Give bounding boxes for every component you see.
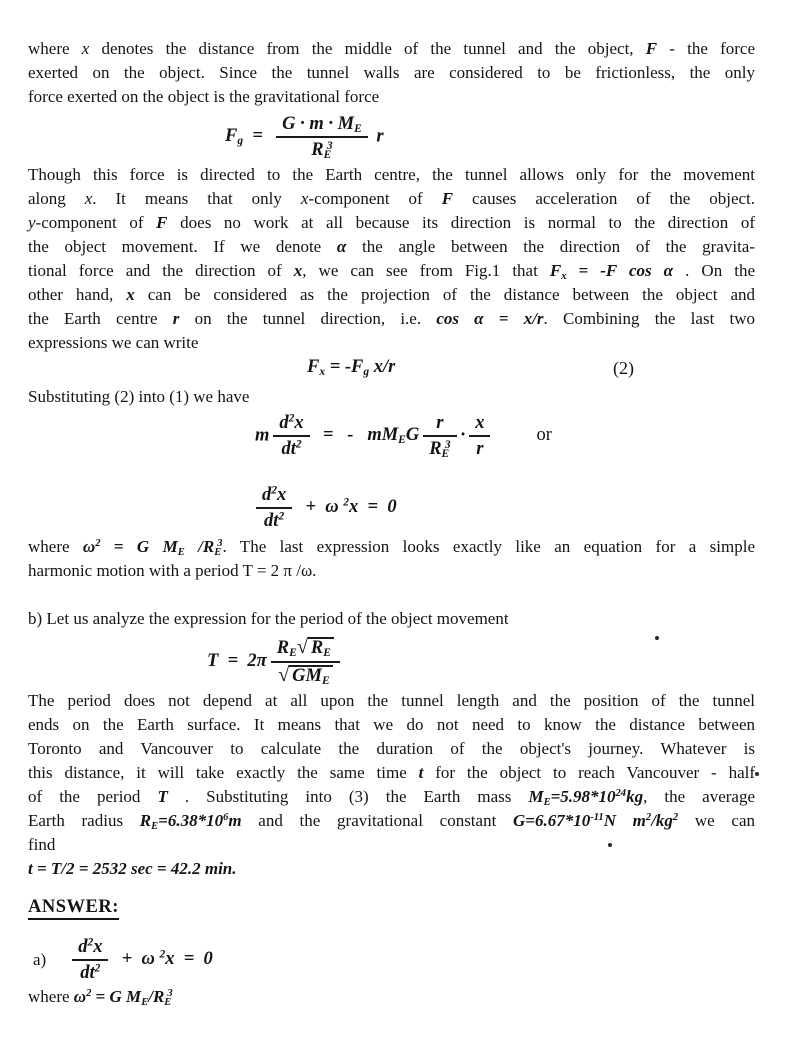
answer-item-label: a) — [33, 949, 47, 969]
equation-newton — [255, 413, 755, 459]
scan-speck — [655, 636, 659, 640]
fraction-denominator: $dt^2$ — [80, 962, 101, 983]
fraction — [72, 937, 108, 983]
paragraph-period: The period does not depend at all upon the tunnel length and the position of the tunnel ends on the Earth surface. It means that we do not need to know the distance between Toronto and Vancouver to calculate the duration of the object's journey. Whatever is this distance, it will take exactly the same time t for the object to reach Vancouver - half of the period T . Substituting into (3) the Earth mass $M_E=5.98*10^{24}kg$, the average Earth radius $R_E=6.38*10^6m$ and the gravitational constant $G=6.67*10^{-11}N$ $m^2/kg^2$ we can find t = T/2 = 2532 sec = 42.2 min. — [28, 690, 756, 878]
paragraph-substituting: Substituting (2) into (1) we have — [28, 387, 250, 406]
square-root: √ $GM_E$ — [278, 666, 333, 686]
fraction — [256, 485, 292, 531]
scan-speck — [755, 772, 759, 776]
fraction-numerator: $d^2x$ — [273, 413, 309, 437]
fraction-numerator: x — [469, 413, 490, 437]
fraction — [273, 413, 309, 459]
radical-sign-icon: √ — [277, 663, 290, 686]
fraction-denominator: $R_E^3$ — [429, 438, 451, 461]
answer-heading — [28, 895, 755, 919]
equation-number: (2) — [613, 358, 634, 378]
fraction-numerator: r — [423, 413, 456, 437]
fraction-numerator: $G \cdot m \cdot M_E$ — [276, 114, 368, 138]
scan-speck — [608, 843, 612, 847]
equation-gravitational-force — [225, 114, 755, 160]
equation-2-body: $F_x = -F_g$ x/r — [307, 357, 396, 379]
numerator-prefix: $R_E$ — [276, 638, 297, 660]
equation-lhs: T = 2π — [207, 651, 267, 672]
square-root: √ $R_E$ — [297, 638, 334, 658]
answer-heading-text: ANSWER: — [28, 897, 119, 920]
fraction-denominator — [271, 663, 340, 687]
equation-tail: r — [371, 126, 384, 147]
or-label: or — [536, 425, 552, 446]
equation-period — [207, 637, 755, 687]
equation-rest: + ω $^2$x = 0 — [112, 948, 213, 970]
fraction — [423, 413, 456, 459]
equation-pre: m — [255, 425, 270, 446]
paragraph-intro: where x denotes the distance from the middle of the tunnel and the object, F - the force exerted on the object. Since the tunnel walls are considered to be frictionless, the only force exerted on the object is the gravitational force — [28, 39, 756, 106]
equation-2 — [28, 357, 755, 383]
equation-shm — [252, 485, 755, 531]
fraction-denominator: $dt^2$ — [281, 438, 302, 459]
equation-rest: + ω $^2$x = 0 — [296, 496, 397, 518]
fraction — [271, 637, 340, 687]
paragraph-main: Though this force is directed to the Earth centre, the tunnel allows only for the movement along x. It means that only x-component of F causes acceleration of the object. y-component of F does no work at all because its direction is normal to the direction of the object movement. If we denote α the angle between the direction of the gravita- tional force and the direction of x, we can see from Fig.1 that $F_x = -F$ cos α . On the other hand, x can be considered as the projection of the distance between the object and the Earth centre r on the tunnel direction, i.e. cos α = x/r. Combining the last two expressions we can write — [28, 165, 756, 352]
paragraph-part-b: b) Let us analyze the expression for the period of the object movement — [28, 609, 509, 628]
equation-lhs: $F_g$ = — [225, 126, 273, 148]
fraction-numerator: $d^2x$ — [72, 937, 108, 961]
fraction-denominator: $dt^2$ — [264, 510, 285, 531]
fraction — [276, 114, 368, 160]
paragraph-omega: where $\omega^2 = G$ $M_E$ $/R_E^3$. The last expression looks exactly like an equation for a simple harmonic motion with a period T = 2 π /ω. — [28, 537, 756, 580]
fraction-denominator: r — [476, 439, 484, 459]
answer-where-line: where $\omega^2 = G$ $M_E/R_E^3$ — [28, 986, 173, 1008]
radical-sign-icon: √ — [296, 636, 308, 658]
fraction — [469, 413, 490, 459]
equation-mid: = - $mM_EG$ — [313, 425, 420, 447]
dot-operator: · — [460, 425, 466, 446]
fraction-numerator — [271, 637, 340, 663]
answer-equation-a — [33, 937, 755, 983]
fraction-denominator: $R_E^3$ — [311, 139, 333, 162]
fraction-numerator: $d^2x$ — [256, 485, 292, 509]
